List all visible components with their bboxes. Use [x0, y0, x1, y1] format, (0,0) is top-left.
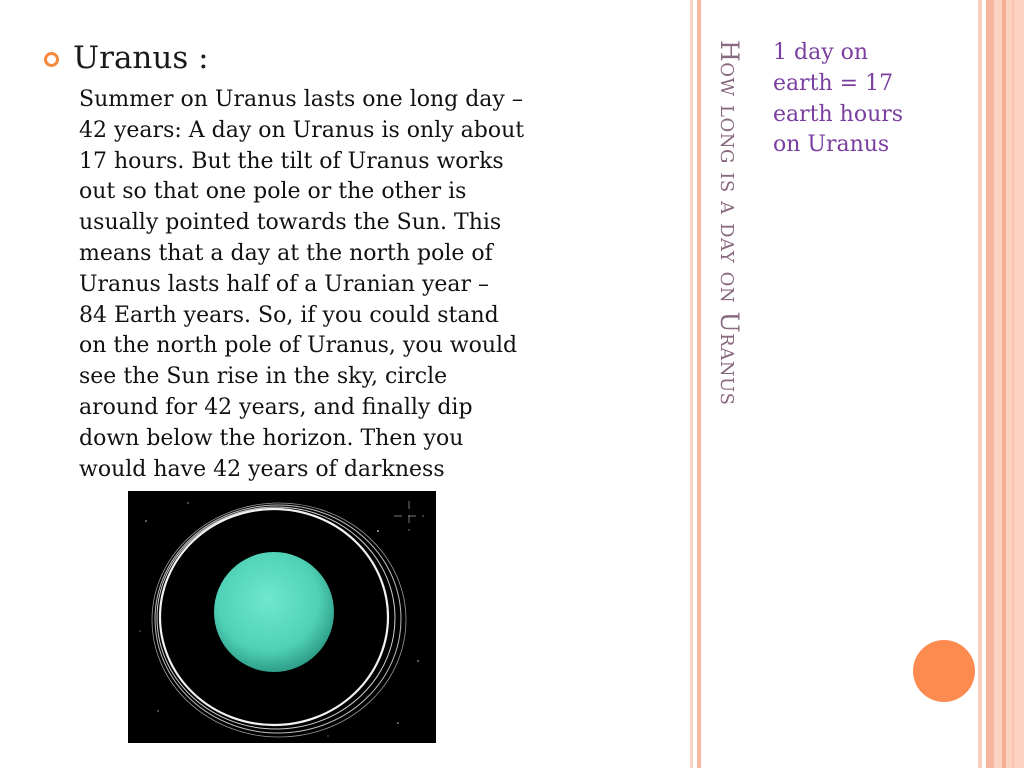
decorative-stripe [978, 0, 982, 768]
side-note-line: 1 day on [773, 40, 869, 65]
body-line: on the north pole of Uranus, you would [79, 333, 518, 359]
body-line: usually pointed towards the Sun. This [79, 210, 502, 236]
decorative-stripe [994, 0, 1024, 768]
body-line: 17 hours. But the tilt of Uranus works [79, 148, 504, 174]
decorative-stripe [1012, 0, 1014, 768]
body-line: see the Sun rise in the sky, circle [79, 364, 448, 390]
side-note-line: on Uranus [773, 132, 890, 158]
bullet-item [44, 38, 209, 78]
uranus-planet-icon [128, 491, 436, 743]
body-line: out so that one pole or the other is [79, 179, 467, 205]
body-paragraph [79, 85, 569, 485]
side-note-line: earth = 17 [773, 70, 894, 96]
body-line: 84 Earth years. So, if you could stand [79, 302, 499, 328]
slide-title: How long is a day on Uranus [715, 40, 744, 406]
body-line: Summer on Uranus lasts one long day – [79, 87, 523, 112]
body-line: down below the horizon. Then you [79, 425, 464, 451]
side-note [773, 38, 943, 161]
accent-circle [913, 640, 975, 702]
decorative-stripe [697, 0, 701, 768]
body-line: 42 years: A day on Uranus is only about [79, 117, 525, 143]
body-line: Uranus lasts half of a Uranian year – [79, 271, 490, 297]
bullet-heading: Uranus : [73, 40, 209, 76]
uranus-image [128, 491, 436, 743]
body-line: around for 42 years, and finally dip [79, 394, 473, 420]
decorative-stripe [986, 0, 994, 768]
side-note-line: earth hours [773, 101, 904, 127]
decorative-stripe [690, 0, 693, 768]
bullet-circle-icon [44, 52, 59, 67]
decorative-stripe [1002, 0, 1006, 768]
body-line: means that a day at the north pole of [79, 240, 493, 266]
body-line: would have 42 years of darkness [79, 456, 445, 482]
